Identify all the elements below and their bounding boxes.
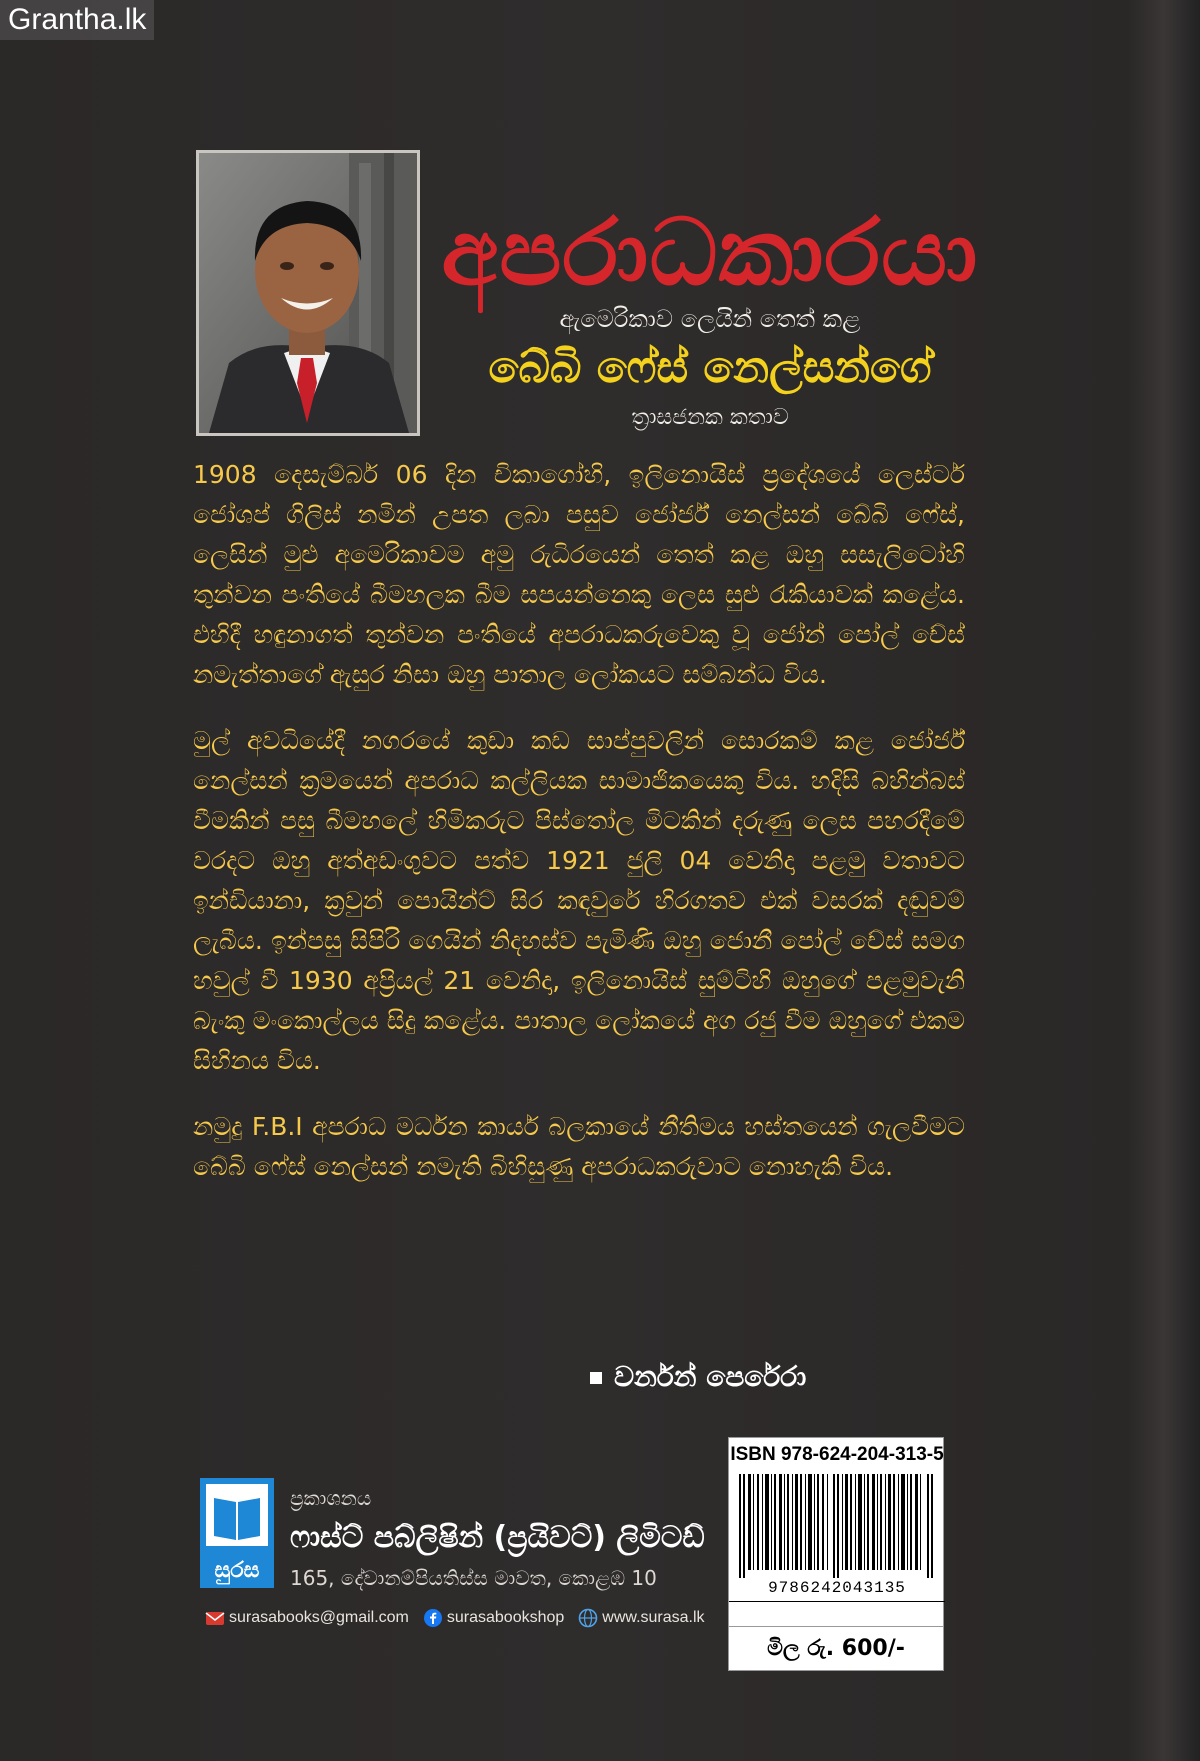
subtitle-line-2: බේබි ෆේස් නෙල්සන්ගේ (488, 342, 932, 393)
author-name: වර්නන් පෙරේරා (614, 1360, 807, 1393)
author-photo (196, 150, 420, 436)
synopsis (193, 455, 965, 1213)
email-text: surasabooks@gmail.com (229, 1609, 409, 1626)
contact-email (205, 1608, 409, 1628)
barcode-icon (739, 1474, 935, 1578)
contact-website (578, 1608, 704, 1628)
publisher-address: 165, දේවානම්පියතිස්ස මාවත, කොළඹ 10 (290, 1566, 657, 1590)
contact-row (205, 1608, 719, 1628)
isbn-barcode-box (728, 1437, 944, 1627)
synopsis-paragraph-3: නමුදු F.B.I අපරාධ මර්ධන කාර්ය බලකායේ නීතිමය හස්තයෙන් ගැලවීමට බේබි ෆේස් නෙල්සන් නමැති බිහිසුණු අපරාධකරුවාට නොහැකි විය. (193, 1112, 965, 1181)
subtitle-line-3: ත්‍රාසජනක කතාව (631, 405, 789, 430)
bullet-square-icon (590, 1372, 602, 1384)
synopsis-paragraph-2: මුල් අවධියේදී නගරයේ කුඩා කඩ සාප්පුවලින් සොරකම් කළ ජෝර්ජ් නෙල්සන් ක්‍රමයෙන් අපරාධ කල්ලියක සාමාජිකයෙකු විය. හදිසි බහින්බස් වීමකින් පසු බීමහලේ හිමිකරුට පිස්තෝල මිටකින් දරුණු ලෙස පහරදීමේ වරදට ඔහු අත්අඩංගුවට පත්ව 1921 ජුලි 04 වෙනිදා පළමු වතාවට ඉන්ඩියානා, ක්‍රවුන් පොයින්ට් සිර කඳවුරේ හිරගතව එක් වසරක් දඬුවම් ලැබීය. ඉන්පසු සිපිරි ගෙයින් නිදහස්ව පැමිණි ඔහු ජොනී පෝල් චේස් සමග හවුල් වී 1930 අප්‍රියල් 21 වෙනිදා, ඉලිනොයිස් සුම්ටිහි ඔහුගේ පළමුවැනි බැංකු මංකොල්ලය සිදු කළේය. පාතාල ලෝකයේ අග රජු වීම ඔහුගේ එකම සිහිනය විය. (193, 726, 965, 1075)
synopsis-paragraph-1: 1908 දෙසැම්බර් 06 දින චිකාගෝහි, ඉලිනොයිස් ප්‍රදේශයේ ලෙස්ටර් ජෝශප් ගිලිස් නමින් උපත ලබා පසුව ජෝර්ජ් නෙල්සන් බේබි ෆේස්, ලෙසින් මුළු අමෙරිකාවම අමු රුධිරයෙන් තෙත් කළ ඔහු සසැලිටෝහි තුන්වන පංතියේ බීමහලක බීම සපයන්නෙකු ලෙස සුළු රැකියාවක් කළේය. එහිදී හඳුනාගත් තුන්වන පංතියේ අපරාධකරුවෙකු වූ ජෝන් පෝල් චේස් නමැත්තාගේ ඇසුර නිසා ඔහු පාතාල ලෝකයට සම්බන්ධ විය. (193, 460, 965, 689)
contact-facebook (423, 1608, 564, 1628)
book-title: අපරාධකාරයා (441, 199, 979, 306)
facebook-text: surasabookshop (446, 1609, 565, 1626)
facebook-icon (423, 1608, 443, 1628)
email-icon (205, 1608, 225, 1628)
price-label: මිල රු. 600/- (728, 1627, 944, 1671)
site-watermark: Grantha.lk (0, 0, 154, 40)
isbn-digits: 9786242043135 (768, 1579, 906, 1597)
divider (729, 1601, 945, 1602)
publisher-label: ප්‍රකාශනය (290, 1486, 372, 1510)
globe-icon (578, 1608, 598, 1628)
website-text: www.surasa.lk (602, 1609, 705, 1626)
publisher-logo-text: සුරස (214, 1558, 260, 1583)
publisher-name: ෆාස්ට් පබ්ලිෂින් (ප්‍රයිවට්) ලිමිටඩ් (290, 1520, 705, 1555)
publisher-logo-icon (200, 1478, 274, 1588)
subtitle-line-1: ඇමෙරිකාව ලෙයින් තෙත් කළ (559, 305, 861, 333)
isbn-label: ISBN 978-624-204-313-5 (730, 1444, 944, 1465)
author-signature (590, 1360, 806, 1394)
